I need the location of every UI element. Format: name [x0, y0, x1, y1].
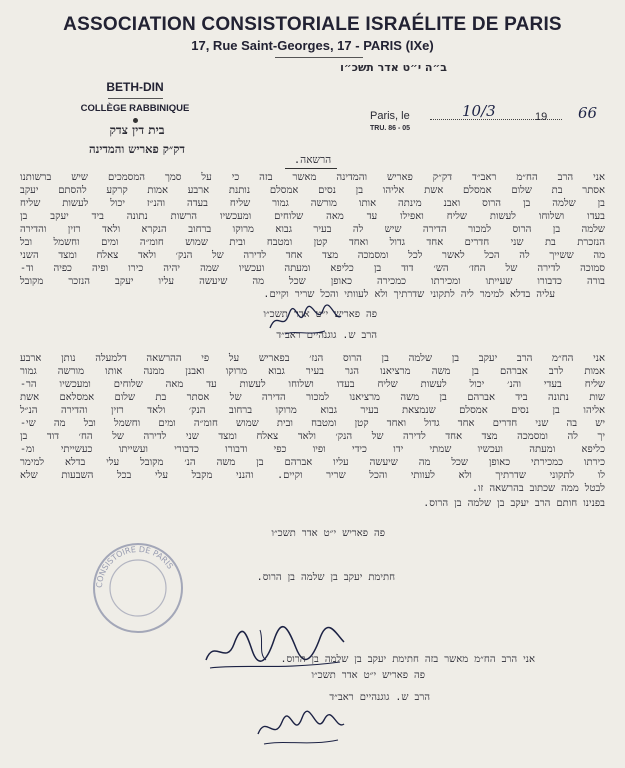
place-date-2: פה פאריש י״ט אדר תשכ״ו: [271, 528, 385, 539]
paragraph-2-line: אמות לרב אברהם בן משה מרציאנו הגר בעיר גבוא מרוקו ואבנן ממנה אותו מורשה גמור: [20, 366, 605, 377]
hebrew-court-title: בית דין צדק: [109, 123, 165, 137]
organization-address: 17, Rue Saint-Georges, 17 - PARIS (IXe): [191, 38, 434, 53]
paragraph-1-line: אני הרב הח״מ ראב״ד דק״ק פאריש והמדינה מאשר בזה כי על סמך המסמכים שיש ברשותנו: [20, 172, 605, 183]
place-date-3: פה פאריש י״ט אדר תשכ״ו: [311, 670, 425, 681]
consistory-stamp: [88, 530, 188, 640]
paragraph-2-line: כליפא ומעתה ועכשיו שמתי ידו כידי ופיו כפי ודבורו כדבורי ועשייתו כעשייתי ומ-: [20, 444, 605, 455]
date-day-month: 10/3: [462, 102, 496, 120]
rabbi-signature-2: [250, 704, 350, 754]
paragraph-2-line: אליהו בן נסים אמסלם שנמצאת בעיר גבוא מרוקו ברחוב הנק׳ ולאד רזין והדירה הנ״ל: [20, 405, 605, 416]
paragraph-1-line: בן שלמה בן הרוס ואבנ מינתה אותו מורשה גמור שליח בעדה והנ״ז יכול לעשות שליח: [20, 198, 605, 209]
date-year-suffix: 66: [578, 104, 598, 122]
heading-underline: [285, 168, 337, 169]
stamp-text: CONSISTOIRE DE PARIS: [94, 544, 175, 589]
date-place-label: Paris, le: [370, 110, 410, 122]
document-heading: הרשאה.: [293, 154, 332, 166]
paragraph-1-line: אסתר בת שלום אמסלם אשת אליהו בן נסים אמסלם נותנת ארבע אמות קרקע להסתם יעקב: [20, 185, 605, 196]
date-year-prefix: 19: [535, 111, 548, 123]
beth-din-divider: [108, 98, 163, 99]
paragraph-2-line: לו לתקוני שדרתיך ולא לעוותי והכל שריר וקיים. והנני מקבל עלי בכל השבעות שלא: [20, 470, 605, 481]
reference-number: TRU. 86 - 05: [370, 125, 411, 132]
paragraph-1-line: מה ששייך לה הכל לאשר לכל ומסמכה מצד אחד לדירה של הנק׳ ולאד צאלח ומצד השני: [20, 250, 605, 261]
applicant-signature: [200, 620, 350, 675]
paragraph-2-line: שות נתונה ביד אברהם בן משה מרציאנו למכור הדירה של אסתר בת שלום אמסלאם אשת: [20, 392, 605, 403]
beth-din-label: BETH-DIN: [106, 80, 164, 94]
organization-name: ASSOCIATION CONSISTORIALE ISRAÉLITE DE PARIS: [63, 14, 562, 35]
witness-line: בפנינו חותם הרב יעקב בן שלמה בן הרוס.: [423, 498, 605, 509]
paragraph-1-line: בורה כדבורו שעייתו ומכירתו כמכירה כאופן שכל מה שיעשה עליו יעקב הנזכר מקובל: [20, 276, 605, 287]
college-label: COLLÈGE RABBINIQUE: [80, 103, 190, 114]
certification-line: אני הרב הח״מ מאשר בזה חתימת יעקב בן שלמה בן הרוס.: [280, 654, 535, 665]
paragraph-2-line: שליח בעדי והנ׳ יכול לעשות שליח בעדו ושלוחו לעשות עד מאה שלוחים ומעכשיו הר-: [20, 379, 605, 390]
paragraph-2-line: אני הח״מ הרב יעקב בן שלמה בן הרוס הנז׳ בפאריש על פי ההרשאה דלמעלה נותן ארבע: [20, 353, 605, 364]
paragraph-2-line: לבטל ממה שכתוב בהרשאה זו.: [471, 483, 605, 494]
rabbi-name-1: הרב ש. גוגנהיים ראב״ד: [276, 330, 377, 341]
paragraph-1-line: שלמה בן הרוס למכור הדירה שיש לה בעיר גבוא מרוקו ברחוב הנקרא ולאד רזין והדירה: [20, 224, 605, 235]
paragraph-1-line: בעדו ושלוחו לעשות שליח ואפילו עד מאה שלוחים ומעכשיו הרשות נתונה ביד יעקב בן: [20, 211, 605, 222]
paragraph-2-line: יך לה ומסמכה מצד אחד לדירה של הנק׳ ולאד צאלח ומצד שני לדירה של הח׳ דוד בן: [20, 431, 605, 442]
rabbi-signature-1: [265, 300, 345, 340]
hebrew-community-title: דק״ק פאריש והמדינה: [89, 142, 185, 156]
paragraph-1-line: סמוכה לדירה של החז׳ הש׳ דוד בן כליפא ומעתה ועכשיו שמה יהיה כירו ופיה כפיה וד-: [20, 263, 605, 274]
paragraph-2-line: יש בה שני חדרים אחד גדול ואחד קטן ומטבח ובית שמוש חומ״ה ומים וחשמל ובל מה שי-: [20, 418, 605, 429]
place-date-1: פה פאריש י״ט אדר תשכ״ו: [263, 309, 377, 320]
paragraph-1-line: הנזכרת בת שני חדרים אחד גדול ואחד קטן ומטבח ובית שמוש חומ״ה ומים וחשמל ובל: [20, 237, 605, 248]
hebrew-date-top: ב״ה י״ט אדר תשכ״ו: [340, 61, 447, 74]
paragraph-2-line: כירתו כמכירתי כאופן שכל מה שיעשה עליו אברהם בן משה הנ׳ מקובל עלי בדלא למימר: [20, 457, 605, 468]
rabbi-name-2: הרב ש. גוגנהיים ראב״ד: [329, 692, 430, 703]
paragraph-1-line: עליה בדלא למימר ליה לתקוני שדרתיך ולא לעוותי והכל שריר וקיים.: [263, 289, 555, 300]
signature-label: חתימת יעקב בן שלמה בן הרוס.: [256, 572, 395, 583]
header-divider: [275, 57, 363, 58]
